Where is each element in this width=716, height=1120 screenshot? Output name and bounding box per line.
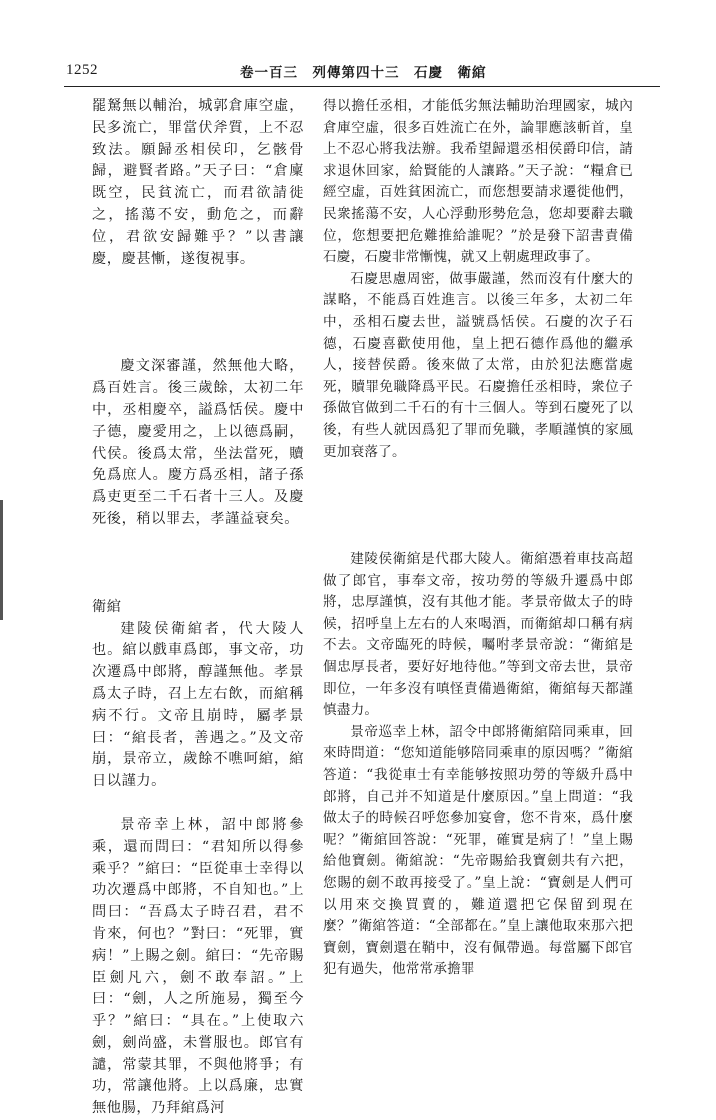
right-paragraph-1: 得以擔任丞相，才能低劣無法輔助治理國家，城內倉庫空虛，很多百姓流亡在外，論罪應該斬首，皇上不忍心將我法辦。我希望歸還丞相侯爵印信，請求退休回家，給賢能的人讓路。”天子說：“糧倉已經空虛，百姓貧困流亡，而您想要請求遷徙他們，民衆搖蕩不安，人心浮動形勢危急，您却要辭去職位，您想要把危難推給誰呢？”於是發下詔書責備石慶，石慶非常慚愧，就又上朝處理政事了。	[323, 98, 633, 266]
left-gap-2	[92, 531, 304, 597]
section-title: 衛綰	[92, 598, 122, 615]
left-gap-1	[92, 270, 304, 356]
page-header	[64, 58, 660, 87]
running-title: 卷一百三 列傳第四十三 石慶 衛綰	[240, 65, 487, 81]
left-paragraph-3: 建陵侯衛綰者，代大陵人也。綰以戲車爲郎，事文帝，功次遷爲中郎將，醇謹無他。孝景爲太子時，召上左右飲，而綰稱病不行。文帝且崩時，屬孝景曰：“綰長者，善遇之。”及文帝崩，景帝立，歲餘不噍呵綰，綰日以謹力。	[92, 620, 304, 790]
right-paragraph-2: 石慶思慮周密，做事嚴謹，然而沒有什麼大的謀略，不能爲百姓進言。以後三年多，太初二年中，丞相石慶去世，謚號爲恬侯。石慶的次子石德，石慶喜歡使用他，皇上把石德作爲他的繼承人，接替侯爵。後來做了太常，由於犯法應當處死，贖罪免職降爲平民。石慶擔任丞相時，衆位子孫做官做到二千石的有十三個人。等到石慶死了以後，有些人就因爲犯了罪而免職，孝順謹慎的家風更加衰落了。	[323, 270, 633, 460]
left-paragraph-4: 景帝幸上林，詔中郎將參乘，還而問曰：“君知所以得參乘乎？”綰曰：“臣從車士幸得以功次遷爲中郎將，不自知也。”上問曰：“吾爲太子時召君，君不肯來，何也？”對曰：“死罪，實病！”上賜之劍。綰曰：“先帝賜臣劍凡六，劍不敢奉詔。”上曰：“劍，人之所施易，獨至今乎？”綰曰：“具在。”上使取六劍，劍尚盛，未嘗服也。郎官有譴，常蒙其罪，不與他將爭；有功，常讓他將。上以爲廉，忠實無他腸，乃拜綰爲河	[92, 816, 304, 1117]
right-gap-1	[323, 463, 633, 549]
classical-text-column	[92, 96, 304, 1120]
translation-column	[323, 96, 633, 981]
page-number: 1252	[66, 62, 98, 78]
left-paragraph-2: 慶文深審謹，然無他大略，爲百姓言。後三歲餘，太初二年中，丞相慶卒，謚爲恬侯。慶中子德，慶愛用之，上以德爲嗣，代侯。後爲太常，坐法當死，贖免爲庶人。慶方爲丞相，諸子孫爲吏更至二千石者十三人。及慶死後，稍以罪去，孝謹益衰矣。	[92, 358, 304, 527]
left-paragraph-1: 罷駑無以輔治，城郭倉庫空虛，民多流亡，罪當伏斧質，上不忍致法。願歸丞相侯印，乞骸骨歸，避賢者路。”天子曰：“倉廩既空，民貧流亡，而君欲請徙之，搖蕩不安，動危之，而辭位，君欲安歸難乎？”以書讓慶，慶甚慚，遂復視事。	[92, 98, 304, 267]
left-gap-3	[92, 793, 304, 815]
margin-mark	[0, 500, 3, 620]
right-paragraph-3: 建陵侯衛綰是代郡大陵人。衛綰憑着車技高超做了郎官，事奉文帝，按功勞的等級升遷爲中郎將，忠厚謹慎，沒有其他才能。孝景帝做太子的時候，招呼皇上左右的人來喝酒，而衛綰却口稱有病不去。文帝臨死的時候，囑咐孝景帝說：“衛綰是個忠厚長者，要好好地待他。”等到文帝去世，景帝即位，一年多沒有嗔怪責備過衛綰，衛綰每天都謹慎盡力。	[323, 551, 633, 719]
right-paragraph-4: 景帝巡幸上林，詔令中郎將衛綰陪同乘車，回來時問道：“您知道能够陪同乘車的原因嗎？”衛綰答道：“我從車士有幸能够按照功勞的等級升爲中郎將，自己并不知道是什麼原因。”皇上問道：“我做太子的時候召呼您參加宴會，您不肯來，爲什麼呢？”衛綰回答說：“死罪，確實是病了！”皇上賜給他寶劍。衛綰說：“先帝賜給我寶劍共有六把，您賜的劍不敢再接受了。”皇上說：“寶劍是人們可以用來交換買賣的，難道還把它保留到現在麼？”衛綰答道：“全部都在。”皇上讓他取來那六把寶劍，寶劍還在鞘中，沒有佩帶過。每當屬下郎官犯有過失，他常常承擔罪	[323, 723, 633, 978]
